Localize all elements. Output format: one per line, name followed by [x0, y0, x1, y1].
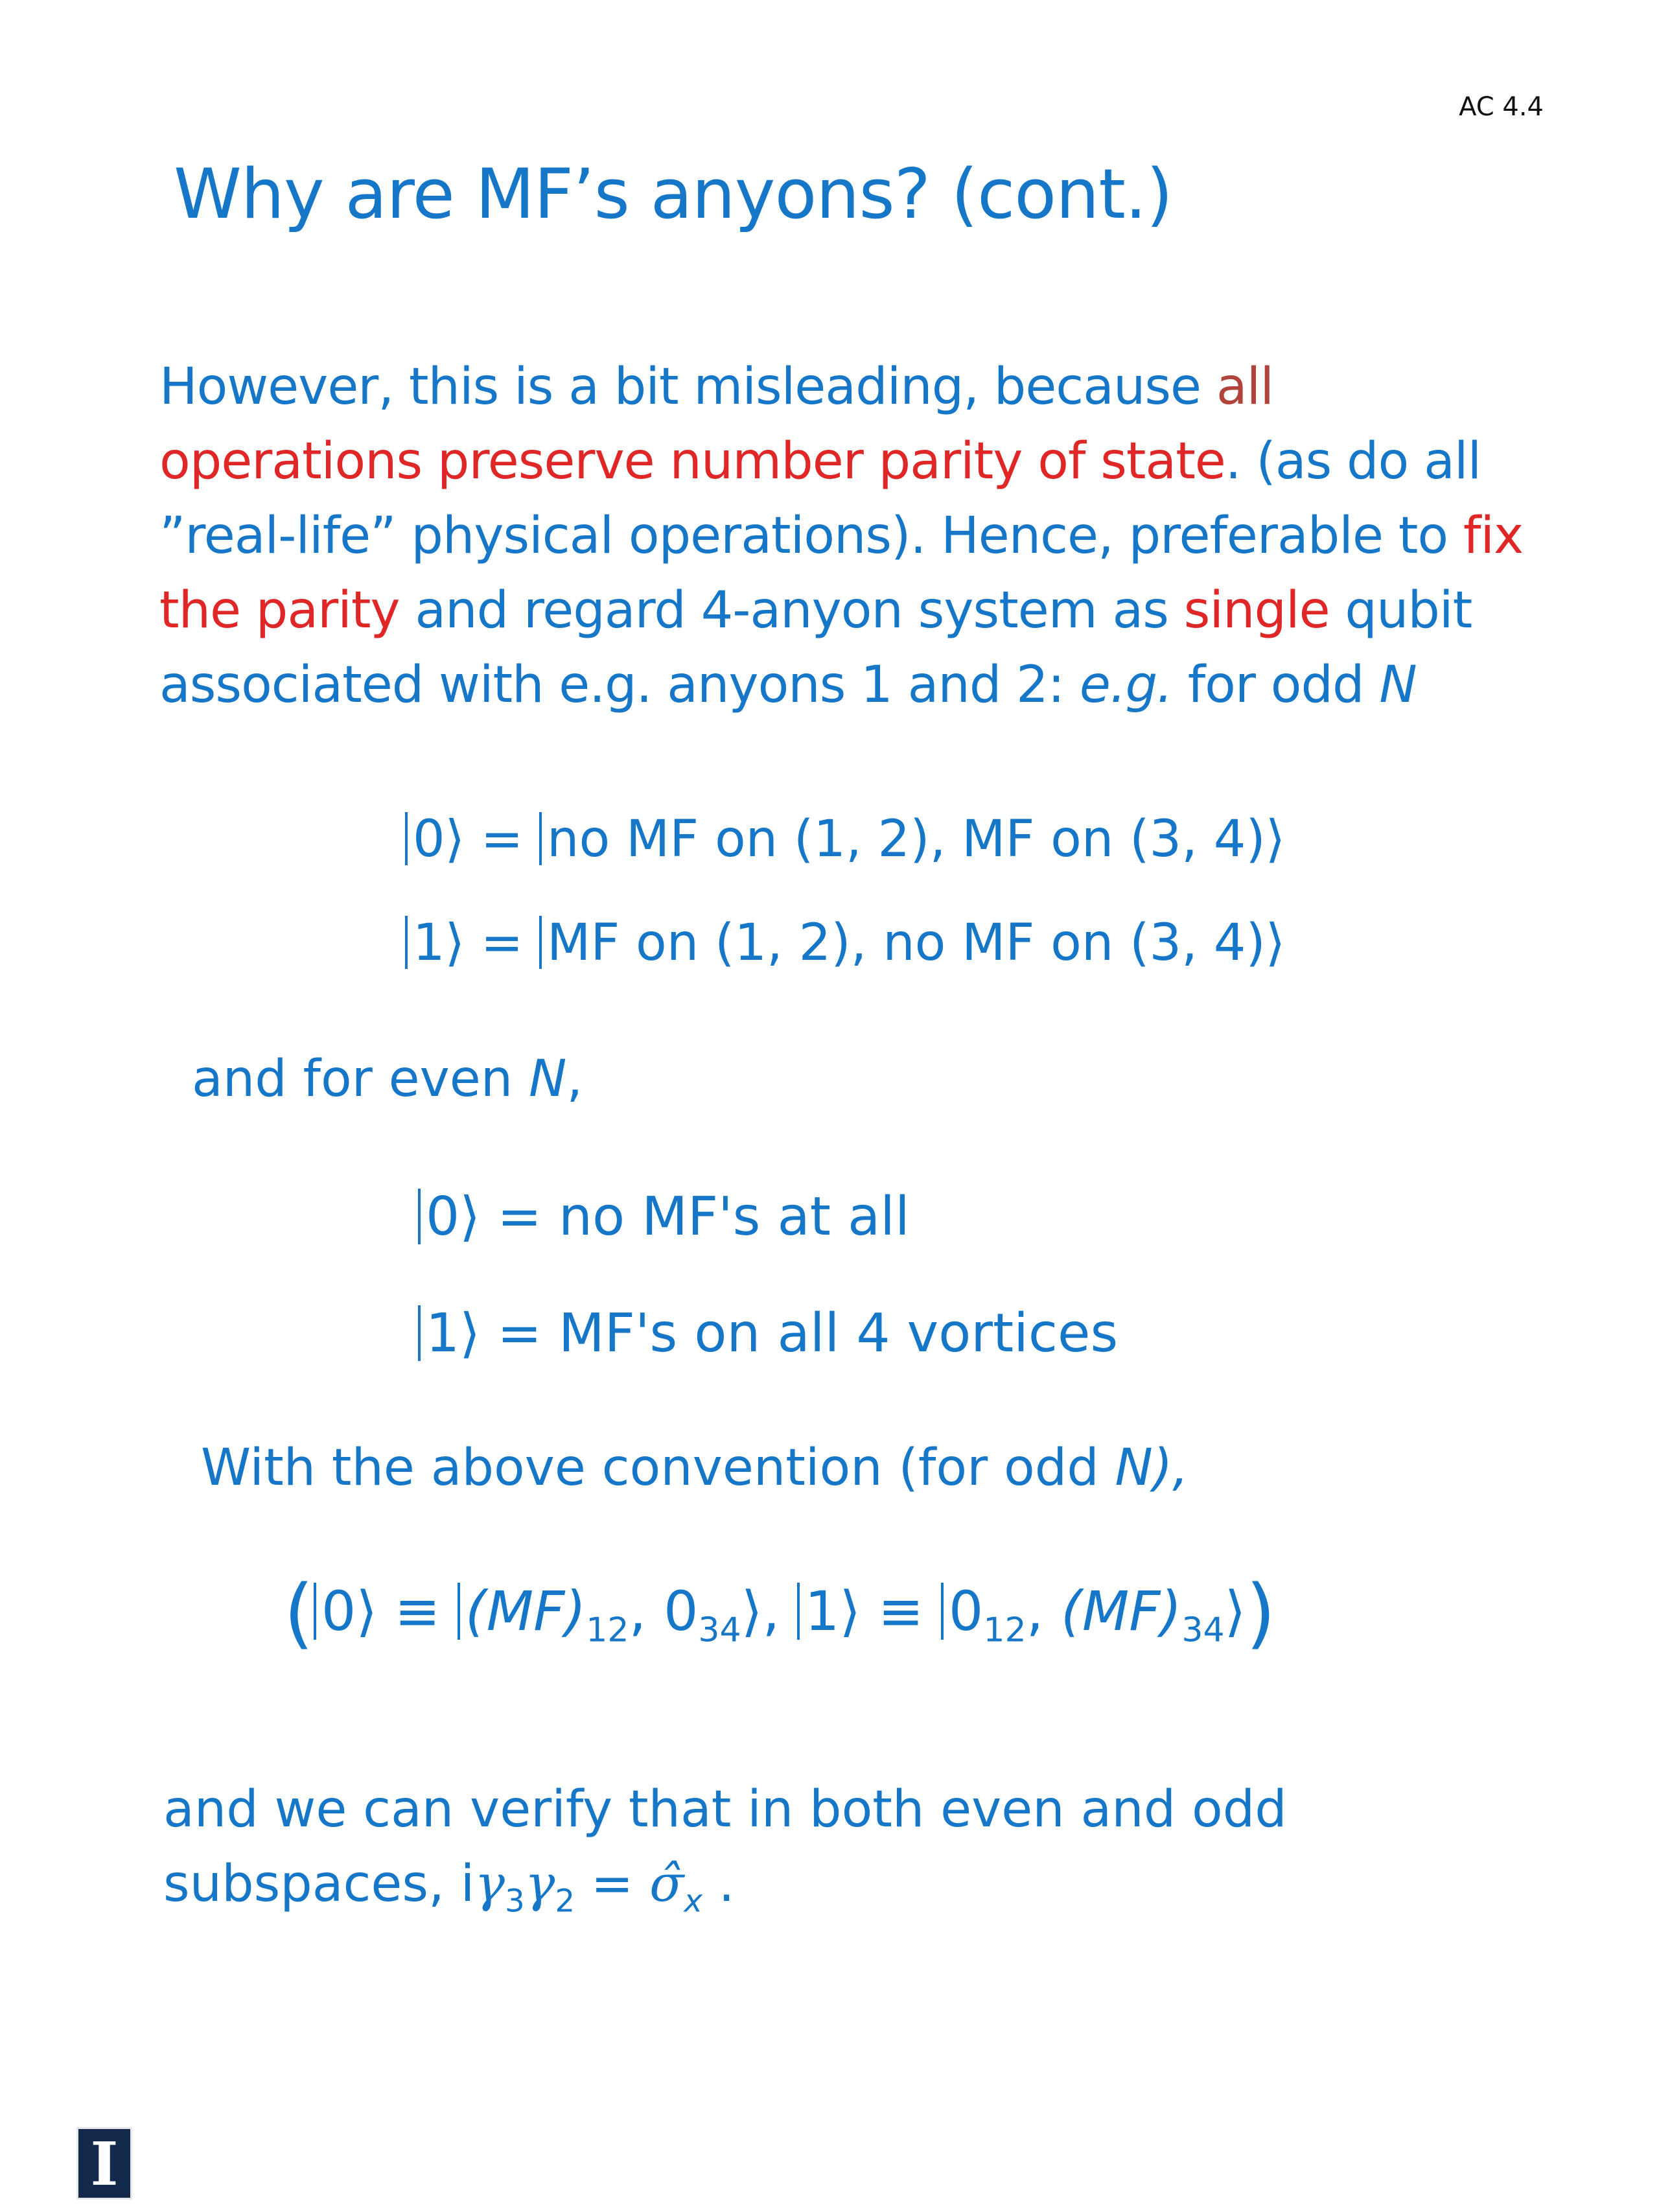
text: for odd [1172, 656, 1380, 714]
text: , [566, 1050, 583, 1108]
convention-label [201, 1439, 1189, 1497]
highlight-parity: the parity [159, 581, 400, 640]
mf-term: (MF) [465, 1579, 586, 1643]
math-sigma-hat: σ̂ [649, 1855, 684, 1913]
text-n: N [528, 1050, 567, 1108]
text: and for even [192, 1050, 529, 1108]
text: subspaces, [163, 1855, 461, 1913]
zero-term: 0 [948, 1579, 984, 1643]
ket-content: = MF's on all 4 vortices [497, 1303, 1119, 1364]
equation-even-ket1: 1⟩ = MF's on all 4 vortices [418, 1303, 1118, 1364]
subscript: 3 [504, 1883, 525, 1920]
even-n-label [192, 1050, 583, 1108]
math-gamma: γ [474, 1855, 505, 1913]
ket-label: 0 [321, 1579, 356, 1643]
subscript: 2 [555, 1883, 575, 1920]
equation-odd-ket0: 0⟩ = no MF on (1, 2), MF on (3, 4)⟩ [405, 810, 1285, 868]
text: With the above convention (for odd [201, 1439, 1115, 1497]
ket-label: 0 [426, 1186, 460, 1248]
para-line-2 [159, 425, 1523, 499]
slide-title: Why are MF’s anyons? (cont.) [174, 154, 1172, 234]
university-logo [76, 2127, 132, 2200]
equation-convention: ( 0⟩ ≡ $(MF)_{12}$, $0_{34}⟩$, 1⟩ ≡ $0_{12}$, $(MF)_{34}⟩$) [284, 1568, 1276, 1657]
text: associated with e.g. anyons 1 and 2: [159, 656, 1080, 714]
ket-label: 1 [426, 1303, 460, 1364]
closing-paragraph [163, 1773, 1287, 1939]
para-line-4 [159, 574, 1523, 648]
ket-label: 1 [413, 914, 445, 972]
ket-content: MF on (1, 2), no MF on (3, 4) [547, 914, 1266, 972]
text: . (as do all [1225, 432, 1481, 491]
subscript: 12 [586, 1611, 629, 1650]
math-period: . [702, 1855, 735, 1913]
highlight-single: single [1183, 581, 1330, 640]
ket-content: no MF on (1, 2), MF on (3, 4) [547, 810, 1266, 868]
text: ”real-life” physical operations). Hence, preferable to [159, 507, 1463, 565]
subscript: x [684, 1883, 702, 1920]
text: However, this is a bit misleading, because [159, 358, 1216, 416]
para-line-1 [159, 350, 1523, 425]
closing-line-2 [163, 1847, 1287, 1939]
math-i: i [460, 1855, 475, 1913]
logo-letter: I [90, 2129, 119, 2199]
highlight-operations: operations preserve number parity of state [159, 432, 1225, 491]
highlight-fix: fix [1463, 507, 1524, 565]
text-eg: e.g. [1079, 656, 1172, 714]
highlight-all: all [1216, 358, 1273, 416]
zero-term: 0 [663, 1579, 699, 1643]
subscript: 34 [1181, 1611, 1225, 1650]
subscript: 34 [698, 1611, 741, 1650]
ket-label: 0 [413, 810, 445, 868]
text-n: N [1379, 656, 1417, 714]
text-n: N), [1115, 1439, 1189, 1497]
text: and regard 4-anyon system as [399, 581, 1184, 640]
intro-paragraph [159, 350, 1523, 723]
slide-number: AC 4.4 [1459, 92, 1544, 122]
math-gamma: γ [524, 1855, 555, 1913]
para-line-5 [159, 648, 1523, 723]
equation-even-ket0: 0⟩ = no MF's at all [418, 1186, 910, 1248]
math-equals: = [575, 1855, 650, 1913]
ket-content: = no MF's at all [497, 1186, 910, 1248]
para-line-3 [159, 499, 1523, 574]
closing-line-1: and we can verify that in both even and odd [163, 1780, 1287, 1839]
ket-label: 1 [804, 1579, 840, 1643]
equation-odd-ket1: 1⟩ = MF on (1, 2), no MF on (3, 4)⟩ [405, 914, 1285, 972]
subscript: 12 [983, 1611, 1027, 1650]
text: qubit [1329, 581, 1472, 640]
mf-term: (MF) [1061, 1579, 1182, 1643]
